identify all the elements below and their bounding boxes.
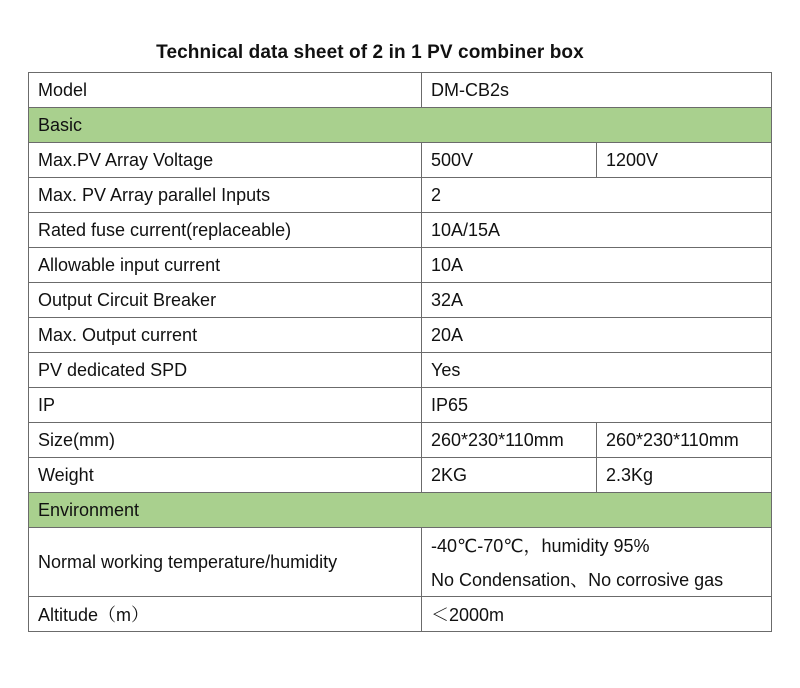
row-label: Altitude（m） <box>29 597 422 632</box>
row-label: Normal working temperature/humidity <box>29 528 422 597</box>
table-row-model <box>29 73 772 108</box>
row-value: DM-CB2s <box>422 73 772 108</box>
row-label: Weight <box>29 458 422 493</box>
row-value: IP65 <box>422 388 772 423</box>
spec-table <box>28 72 772 632</box>
row-value: ＜2000m <box>422 597 772 632</box>
section-row-environment <box>29 493 772 528</box>
row-label: Rated fuse current(replaceable) <box>29 213 422 248</box>
row-value: Yes <box>422 353 772 388</box>
row-label: Max. PV Array parallel Inputs <box>29 178 422 213</box>
table-row-weight <box>29 458 772 493</box>
table-row-spd <box>29 353 772 388</box>
row-value: 10A/15A <box>422 213 772 248</box>
table-row-parallel <box>29 178 772 213</box>
row-value-a: 2KG <box>422 458 597 493</box>
page-title: Technical data sheet of 2 in 1 PV combiner box <box>156 42 584 63</box>
section-row-basic <box>29 108 772 143</box>
table-row-fuse <box>29 213 772 248</box>
row-value-a: 260*230*110mm <box>422 423 597 458</box>
row-value: 20A <box>422 318 772 353</box>
row-label: Allowable input current <box>29 248 422 283</box>
row-value-b: 2.3Kg <box>597 458 772 493</box>
row-label: Max. Output current <box>29 318 422 353</box>
row-label: PV dedicated SPD <box>29 353 422 388</box>
row-label: IP <box>29 388 422 423</box>
table-row-voltage <box>29 143 772 178</box>
section-label: Environment <box>29 493 772 528</box>
row-value-line1: -40℃-70℃，humidity 95% <box>431 536 650 556</box>
table-row-temperature <box>29 528 772 597</box>
row-value-line2: No Condensation、No corrosive gas <box>431 570 724 590</box>
row-value-multiline <box>422 528 772 597</box>
row-value: 10A <box>422 248 772 283</box>
row-value: 2 <box>422 178 772 213</box>
table-row-ip <box>29 388 772 423</box>
section-label: Basic <box>29 108 772 143</box>
table-row-input-current <box>29 248 772 283</box>
row-value-a: 500V <box>422 143 597 178</box>
row-value: 32A <box>422 283 772 318</box>
row-label: Output Circuit Breaker <box>29 283 422 318</box>
table-row-altitude <box>29 597 772 632</box>
row-label: Size(mm) <box>29 423 422 458</box>
row-value-b: 1200V <box>597 143 772 178</box>
row-label: Model <box>29 73 422 108</box>
table-row-breaker <box>29 283 772 318</box>
row-value-b: 260*230*110mm <box>597 423 772 458</box>
table-row-size <box>29 423 772 458</box>
row-label: Max.PV Array Voltage <box>29 143 422 178</box>
table-row-output-current <box>29 318 772 353</box>
